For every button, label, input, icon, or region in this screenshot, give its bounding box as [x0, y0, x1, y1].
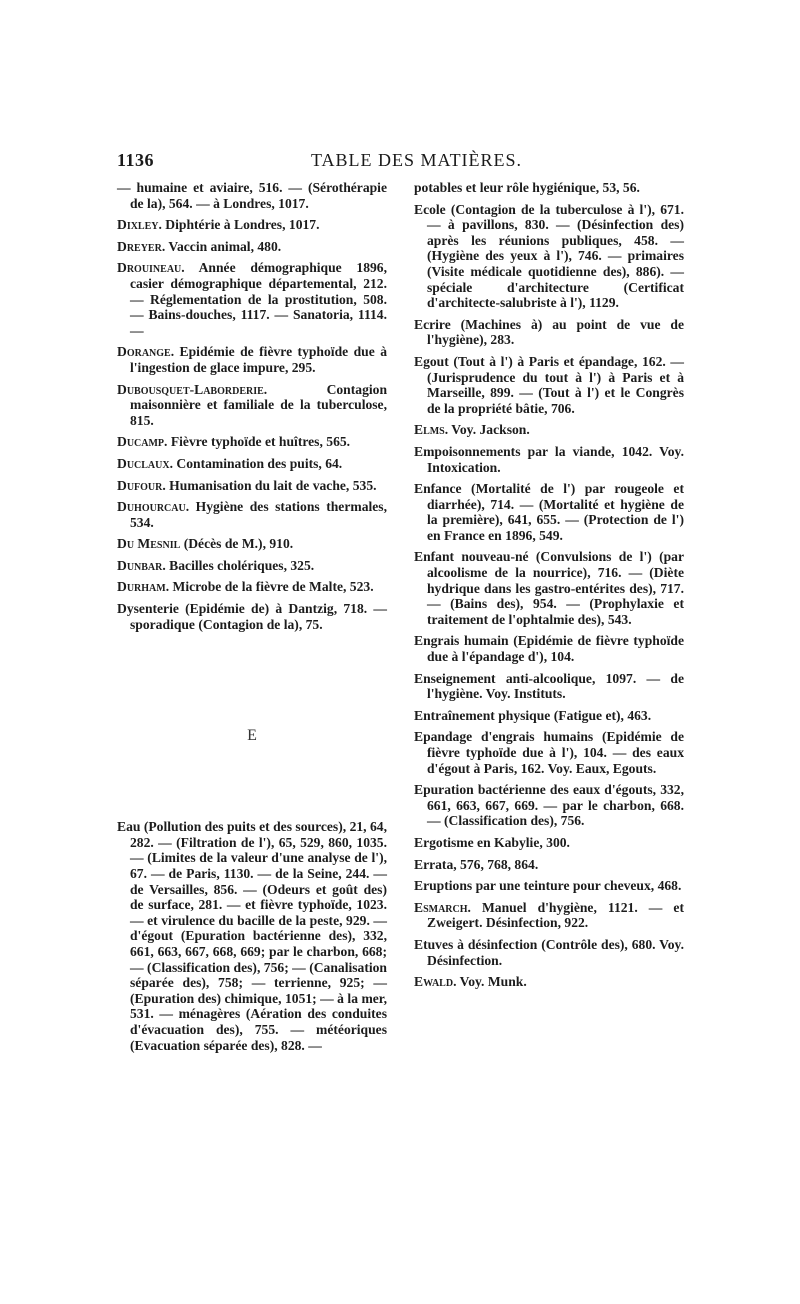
- entry-text: Egout (Tout à l') à Paris et épandage, 162. — (Jurisprudence du tout à l') à Paris et à Marseille, 899. — (Tout à l') et le Congrès de la propriété bâtie, 706.: [414, 353, 684, 416]
- entry-text: Microbe de la fièvre de Malte, 523.: [169, 579, 374, 595]
- entry-heading: Dubousquet-Laborderie.: [117, 381, 268, 397]
- index-entry: [117, 180, 387, 211]
- entry-text: Eruptions par une teinture pour cheveux, 468.: [414, 878, 682, 894]
- index-entry: [117, 499, 387, 530]
- index-entry: [414, 900, 684, 931]
- entry-text: (Décès de M.), 910.: [180, 536, 294, 552]
- entry-text: Errata, 576, 768, 864.: [414, 856, 539, 872]
- right-column: [414, 180, 684, 996]
- index-entry: [117, 819, 387, 1053]
- index-entry: [414, 180, 684, 196]
- running-title: TABLE DES MATIÈRES.: [311, 150, 523, 170]
- entry-text: Ergotisme en Kabylie, 300.: [414, 834, 570, 850]
- index-entry: [414, 202, 684, 311]
- entry-text: Empoisonnements par la viande, 1042. Voy. Intoxication.: [414, 443, 684, 475]
- entry-text: Diphtérie à Londres, 1017.: [161, 217, 320, 233]
- entry-heading: Ewald.: [414, 974, 457, 990]
- page-number: 1136: [117, 150, 155, 170]
- index-entry: [117, 260, 387, 338]
- index-entry: [414, 857, 684, 873]
- entry-text: Ecole (Contagion de la tuberculose à l'), 671. — à pavillons, 830. — (Désinfection des) après les réunions publiques, 458. — (Hygiène des yeux à l'), 746. — primaires (Visite médicale quotidienne des), 886). — spéciale d'architecture (Certificat d'architecte-salubriste à l'), 1129.: [414, 201, 684, 311]
- entry-text: Enfant nouveau-né (Convulsions de l') (par alcoolisme de la nourrice), 716. — (Diète hydrique dans les gastro-entérites des), 717. — (Bains des), 954. — (Prophylaxie et traitement de l'ophtalmie des), 543.: [414, 549, 684, 627]
- left-entries: [117, 180, 387, 632]
- entry-text: Etuves à désinfection (Contrôle des), 680. Voy. Désinfection.: [414, 936, 684, 968]
- entry-heading: Esmarch.: [414, 899, 471, 915]
- entry-heading: Dixley.: [117, 217, 162, 233]
- entry-text: Entraînement physique (Fatigue et), 463.: [414, 707, 652, 723]
- entry-text: Eau (Pollution des puits et des sources), 21, 64, 282. — (Filtration de l'), 65, 529, 860, 1035. — (Limites de la valeur d'une analyse de l'), 67. — de Paris, 1130. — de la Seine, 244. — de Versailles, 856. — (Odeurs et goût des) de surface, 281. — et fièvre typhoïde, 1023. — et virulence du bacille de la peste, 929. — d'égout (Epuration bactérienne des), 332, 661, 663, 667, 668, 669; par le charbon, 668; — (Classification des), 756; — (Canalisation séparée des), 758; — terrienne, 925; — (Epuration des) chimique, 1051; — à la mer, 531. — ménagères (Aération des conduites d'évacuation des), 755. — météoriques (Evacuation séparée des), 828. —: [117, 819, 387, 1053]
- index-entry: [117, 478, 387, 494]
- entry-heading: Ducamp.: [117, 434, 168, 450]
- entry-text: Vaccin animal, 480.: [165, 238, 282, 254]
- entry-text: Bacilles cholériques, 325.: [165, 557, 315, 573]
- index-entry: [117, 536, 387, 552]
- index-entry: [414, 708, 684, 724]
- entry-text: Epandage d'engrais humains (Epidémie de fièvre typhoïde due à l'), 104. — des eaux d'égout à Paris, 162. Voy. Eaux, Egouts.: [414, 729, 684, 776]
- entry-heading: Du Mesnil: [117, 536, 181, 552]
- index-entry: [117, 579, 387, 595]
- index-entry: [117, 456, 387, 472]
- index-entry: [117, 217, 387, 233]
- entry-text: Voy. Jackson.: [448, 422, 530, 438]
- entry-text: Contamination des puits, 64.: [173, 455, 343, 471]
- entry-text: — humaine et aviaire, 516. — (Sérothérapie de la), 564. — à Londres, 1017.: [117, 180, 387, 211]
- entry-heading: Dreyer.: [117, 238, 166, 254]
- index-entry: [414, 782, 684, 829]
- index-entry: [117, 558, 387, 574]
- entry-text: Dysenterie (Epidémie de) à Dantzig, 718. — sporadique (Contagion de la), 75.: [117, 601, 387, 632]
- entry-heading: Dufour.: [117, 477, 166, 493]
- entry-text: Fièvre typhoïde et huîtres, 565.: [167, 434, 351, 450]
- entry-heading: Duhourcau.: [117, 499, 190, 515]
- entry-heading: Elms.: [414, 422, 449, 438]
- index-entry: [117, 344, 387, 375]
- entry-text: Epuration bactérienne des eaux d'égouts, 332, 661, 663, 667, 669. — par le charbon, 668. — (Classification des), 756.: [414, 782, 684, 829]
- entry-text: Enseignement anti-alcoolique, 1097. — de l'hygiène. Voy. Instituts.: [414, 670, 684, 702]
- section-spacer: [117, 747, 387, 819]
- page-header: [117, 150, 677, 174]
- index-entry: [414, 974, 684, 990]
- section-letter: E: [247, 727, 257, 745]
- index-entry: [117, 382, 387, 429]
- index-entry: [414, 422, 684, 438]
- index-entry: [414, 317, 684, 348]
- index-entry: [414, 937, 684, 968]
- entry-heading: Duclaux.: [117, 455, 173, 471]
- entry-heading: Drouineau.: [117, 260, 185, 276]
- entry-text: Voy. Munk.: [456, 974, 527, 990]
- right-entries: [414, 180, 684, 990]
- entry-text: Manuel d'hygiène, 1121. — et Zweigert. Désinfection, 922.: [427, 899, 684, 931]
- index-entry: [414, 835, 684, 851]
- left-column: [117, 180, 387, 1059]
- index-entry: [414, 354, 684, 416]
- index-entry: [414, 444, 684, 475]
- entry-text: Engrais humain (Epidémie de fièvre typhoïde due à l'épandage d'), 104.: [414, 633, 684, 665]
- entry-heading: Dunbar.: [117, 557, 166, 573]
- entry-heading: Dorange.: [117, 344, 175, 360]
- entry-text: potables et leur rôle hygiénique, 53, 56.: [414, 180, 640, 195]
- entry-text: Année démographique 1896, casier démographique départemental, 212. — Réglementation de la prostitution, 508. — Bains-douches, 1117. — Sanatoria, 1114. —: [130, 260, 387, 338]
- index-entry: [414, 549, 684, 627]
- left-entries-e: [117, 819, 387, 1053]
- index-entry: [117, 434, 387, 450]
- index-entry: [414, 633, 684, 664]
- index-entry: [414, 481, 684, 543]
- entry-text: Epidémie de fièvre typhoïde due à l'ingestion de glace impure, 295.: [130, 344, 387, 375]
- entry-text: Ecrire (Machines à) au point de vue de l'hygiène), 283.: [414, 316, 684, 348]
- index-entry: [117, 601, 387, 632]
- entry-text: Humanisation du lait de vache, 535.: [165, 477, 377, 493]
- entry-text: Enfance (Mortalité de l') par rougeole et diarrhée), 714. — (Mortalité et hygiène de la première), 641, 655. — (Protection de l') en France en 1896, 549.: [414, 481, 684, 543]
- index-entry: [414, 878, 684, 894]
- index-entry: [414, 729, 684, 776]
- entry-text: Hygiène des stations thermales, 534.: [130, 499, 387, 530]
- entry-heading: Durham.: [117, 579, 170, 595]
- index-entry: [117, 239, 387, 255]
- entry-text: Contagion maisonnière et familiale de la tuberculose, 815.: [130, 381, 387, 428]
- index-entry: [414, 671, 684, 702]
